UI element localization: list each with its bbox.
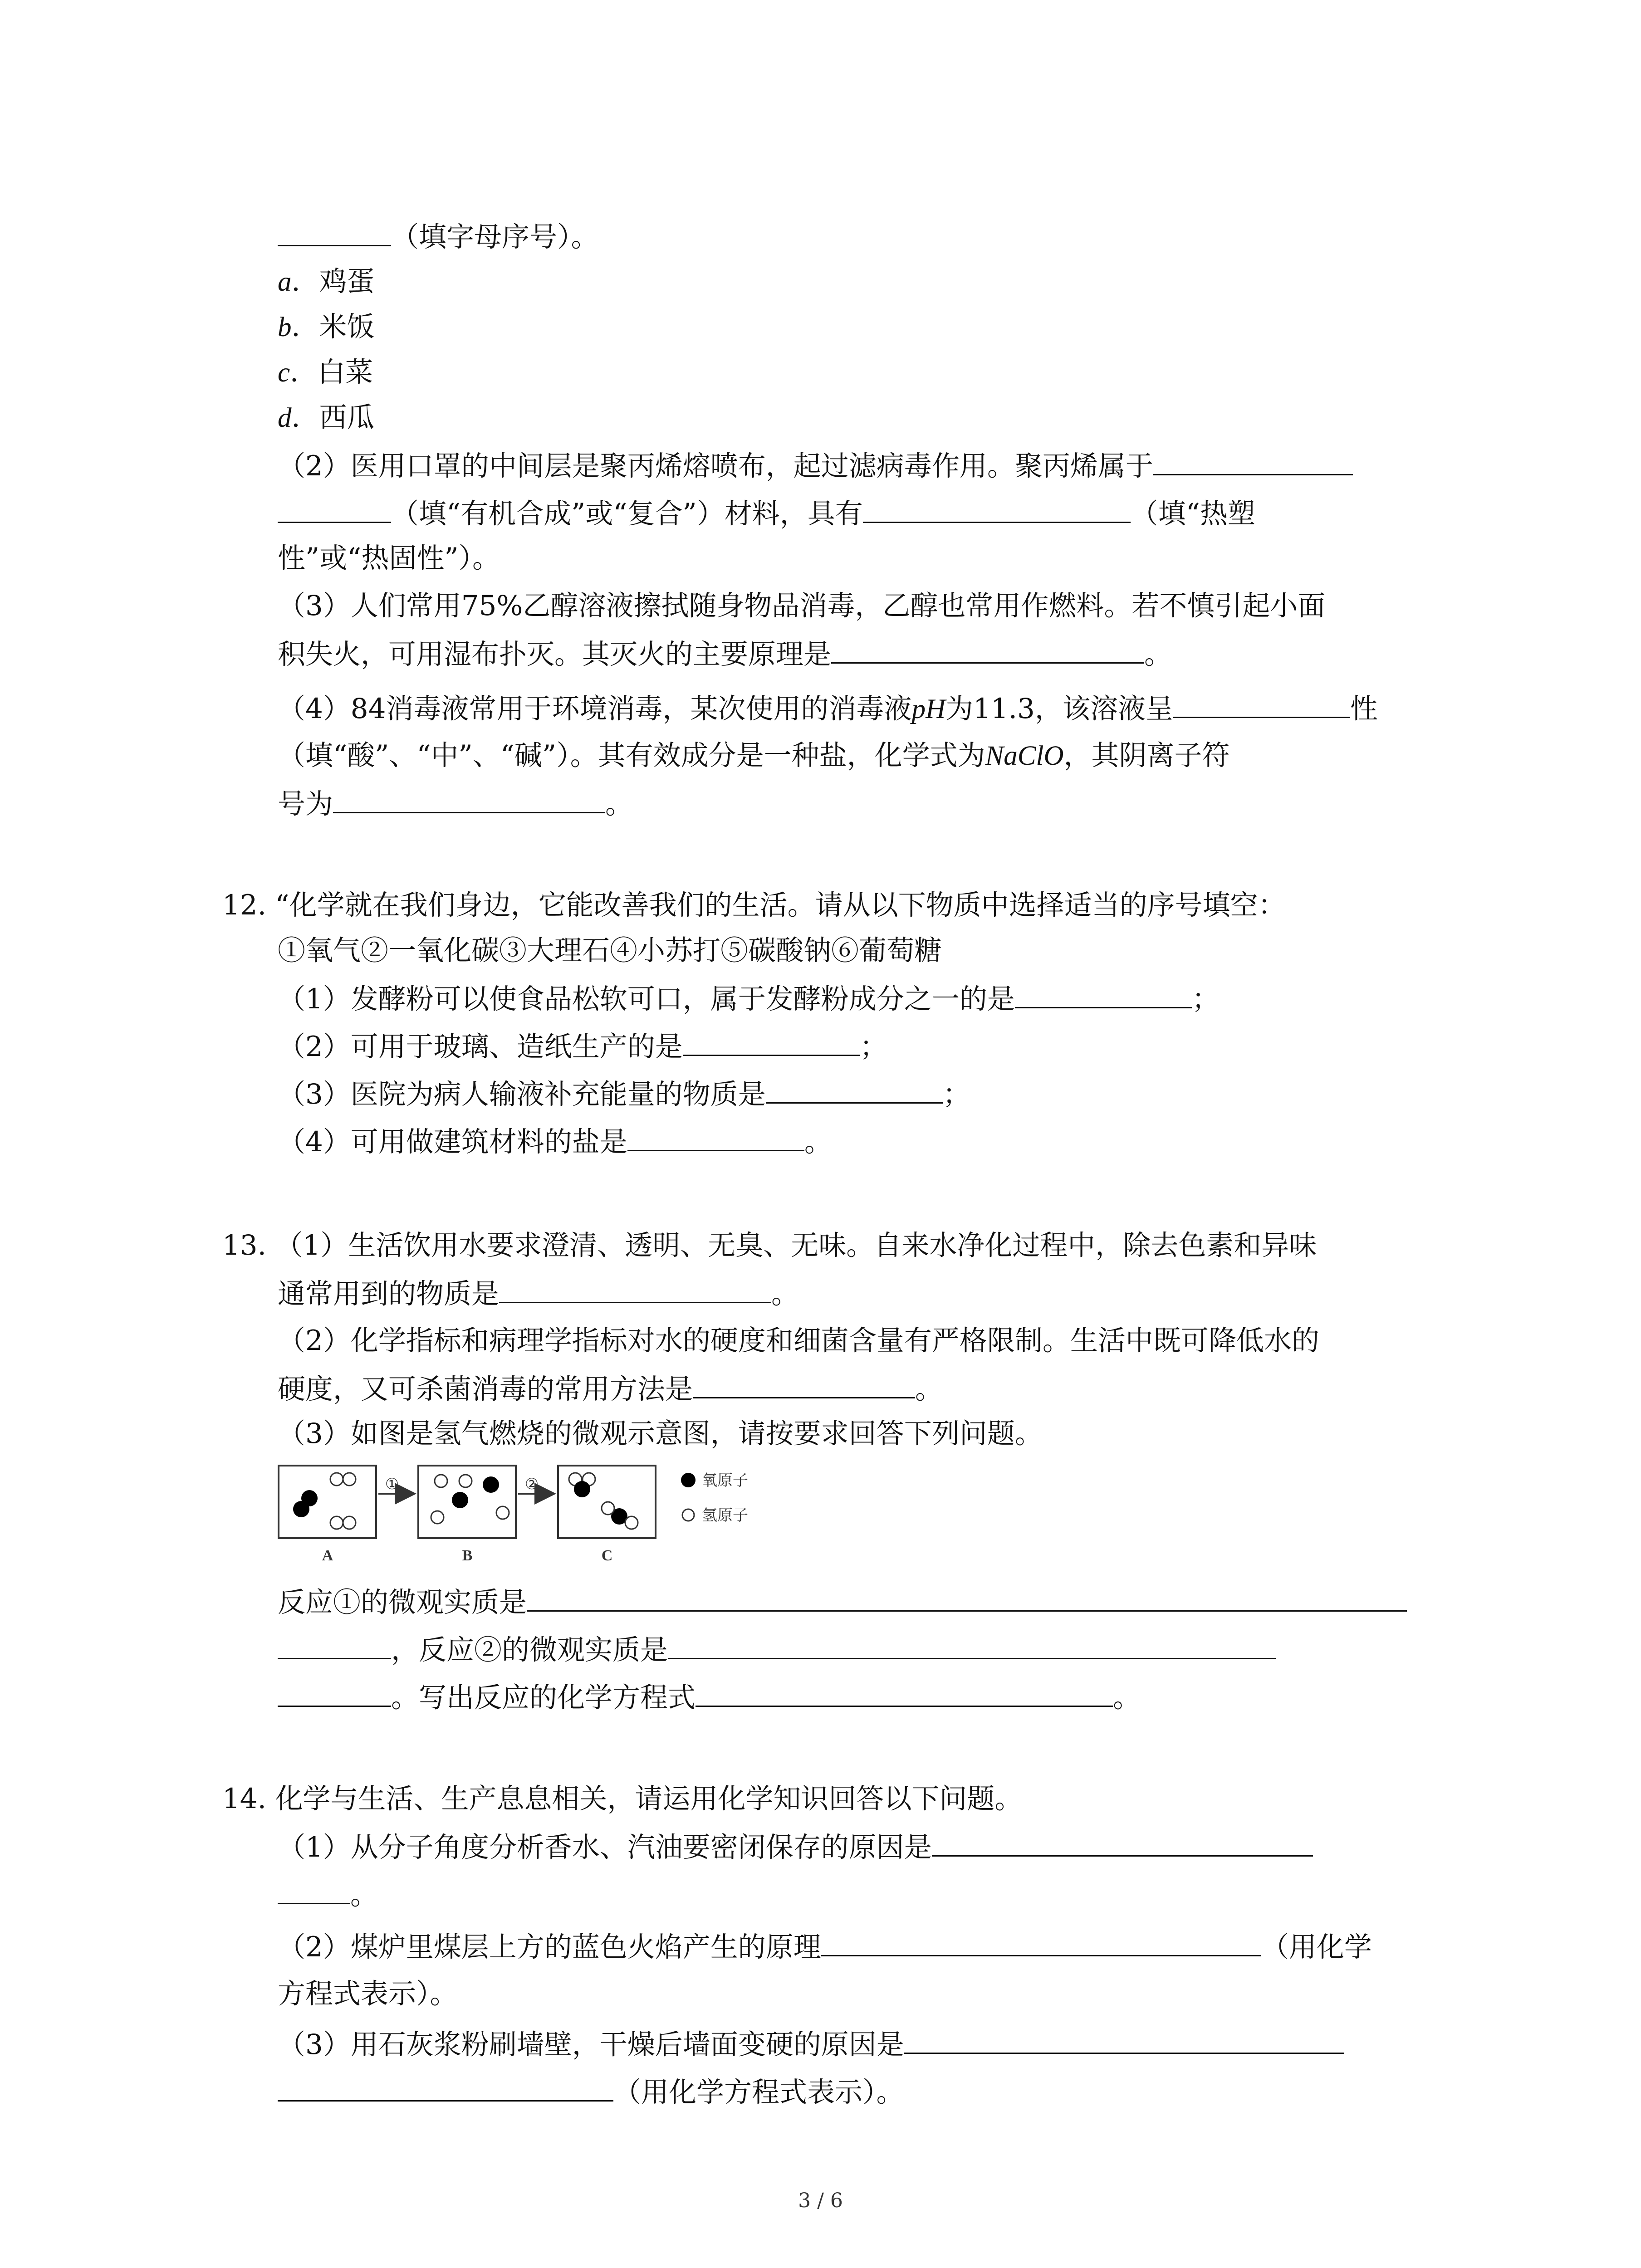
q11-p4-text: 为11.3，该溶液呈 (945, 693, 1173, 725)
hydrogen-atom (459, 1475, 472, 1487)
option-letter: a (278, 267, 292, 297)
box-a (279, 1466, 376, 1538)
oxygen-atom (574, 1481, 590, 1497)
hydrogen-atom (330, 1473, 343, 1486)
label-a: A (322, 1547, 333, 1564)
question-number: 13. (222, 1229, 267, 1261)
q11-part2-line2 (278, 499, 1255, 528)
q13-r2-text: ，反应②的微观实质是 (391, 1634, 668, 1666)
q14-stem (222, 1785, 1022, 1813)
q11-part4-line1 (278, 694, 1378, 723)
answer-blank[interactable] (278, 1880, 350, 1904)
q12-p3-text: （3）医院为病人输液补充能量的物质是 (278, 1078, 766, 1110)
q12-part2 (278, 1032, 887, 1061)
q13-p2-text: （2）化学指标和病理学指标对水的硬度和细菌含量有严格限制。生活中既可降低水的 (278, 1325, 1319, 1357)
q11-fill-suffix: （填字母序号）。 (391, 221, 599, 253)
q11-p4-end: 。 (605, 788, 633, 820)
answer-blank[interactable] (1173, 694, 1350, 718)
option-letter: d (278, 403, 292, 433)
q12-substance-list: ①氧气②一氧化碳③大理石④小苏打⑤碳酸钠⑥葡萄糖 (278, 934, 942, 967)
q11-p4-text: 性 (1350, 693, 1378, 725)
q13-r3-text: 。写出反应的化学方程式 (391, 1681, 696, 1714)
punct: ； (859, 1031, 887, 1063)
q14-stem-text: 化学与生活、生产息息相关，请运用化学知识回答以下问题。 (275, 1783, 1023, 1815)
q11-p4-text: （填“酸”、“中”、“碱”）。其有效成分是一种盐，化学式为 (278, 739, 985, 772)
answer-blank[interactable] (683, 1032, 860, 1056)
q14-p3-text: （用化学方程式表示）。 (613, 2076, 904, 2108)
hydrogen-atom (431, 1511, 444, 1524)
q14-p2-text: （2）煤炉里煤层上方的蓝色火焰产生的原理 (278, 1931, 821, 1963)
legend-hydrogen-icon (682, 1509, 694, 1521)
answer-blank[interactable] (627, 1127, 804, 1151)
answer-blank[interactable] (278, 2077, 613, 2102)
answer-blank[interactable] (499, 1279, 771, 1303)
answer-blank[interactable] (278, 1635, 391, 1659)
q13-part1-line1 (222, 1229, 1317, 1261)
arrow-1-label: ① (385, 1475, 399, 1493)
oxygen-atom (293, 1501, 309, 1517)
q11-p3-text: 积失火，可用湿布扑灭。其灭火的主要原理是 (278, 638, 832, 670)
answer-blank[interactable] (278, 1683, 391, 1707)
q14-part3-line1 (278, 2028, 1344, 2061)
q14-p1-text: （1）从分子角度分析香水、汽油要密闭保存的原因是 (278, 1831, 932, 1863)
q11-p4-text: ，其阴离子符 (1063, 739, 1230, 772)
q11-p3-text: （3）人们常用75%乙醇溶液擦拭随身物品消毒，乙醇也常用作燃料。若不慎引起小面 (278, 590, 1326, 622)
q13-part2-line2 (278, 1374, 943, 1403)
q13-p2-text: 硬度，又可杀菌消毒的常用方法是 (278, 1373, 693, 1405)
q12-part4 (278, 1127, 832, 1156)
q11-option-b (278, 313, 375, 341)
q13-part1-line2 (278, 1279, 799, 1308)
option-letter: c (278, 357, 290, 388)
q13-p1-text: 通常用到的物质是 (278, 1278, 500, 1310)
hydrogen-atom (435, 1475, 447, 1487)
q11-p3-end: 。 (1144, 638, 1172, 670)
answer-blank[interactable] (278, 222, 391, 246)
q11-part2-line1 (278, 451, 1353, 480)
answer-blank[interactable] (668, 1635, 1276, 1659)
legend-oxygen-label: 氧原子 (702, 1471, 748, 1490)
hydrogen-atom (343, 1473, 356, 1486)
q12-stem (222, 891, 1286, 919)
q13-reaction2 (278, 1635, 1276, 1664)
q12-substances (278, 934, 942, 967)
answer-blank[interactable] (831, 640, 1144, 664)
q13-reaction1 (278, 1588, 1407, 1616)
q11-fill-line (278, 222, 599, 251)
option-text: ．西瓜 (291, 401, 375, 434)
option-text: ．白菜 (290, 356, 373, 388)
q11-option-c (278, 358, 373, 386)
q12-p1-text: （1）发酵粉可以使食品松软可口，属于发酵粉成分之一的是 (278, 983, 1015, 1015)
q14-part1-cont (278, 1880, 378, 1909)
question-number: 12. (222, 889, 267, 921)
q11-part2-line3 (278, 544, 500, 572)
answer-blank[interactable] (693, 1374, 915, 1398)
answer-blank[interactable] (766, 1080, 943, 1104)
q14-p2-text: 方程式表示）。 (278, 1978, 458, 2010)
hydrogen-atom (602, 1502, 614, 1515)
legend-hydrogen-label: 氢原子 (702, 1506, 748, 1525)
q12-stem-text: “化学就在我们身边，它能改善我们的生活。请从以下物质中选择适当的序号填空： (275, 889, 1286, 921)
q13-r1-text: 反应①的微观实质是 (278, 1586, 527, 1618)
q11-part3-line1 (278, 592, 1325, 620)
q12-p4-text: （4）可用做建筑材料的盐是 (278, 1126, 627, 1158)
q11-p2-text: （填“有机合成”或“复合”）材料，具有 (391, 498, 863, 530)
question-number: 14. (222, 1783, 267, 1815)
option-text: ．米饭 (291, 311, 375, 343)
q14-part2-line1 (278, 1932, 1372, 1961)
punct: 。 (771, 1278, 799, 1310)
q14-part2-line2 (278, 1980, 458, 2008)
q13-p3-text: （3）如图是氢气燃烧的微观示意图，请按要求回答下列问题。 (278, 1418, 1043, 1450)
answer-blank[interactable] (821, 1932, 1261, 1956)
q11-part4-line3 (278, 789, 633, 818)
punct: ； (942, 1078, 970, 1110)
q11-p4-text: （4）84消毒液常用于环境消毒，某次使用的消毒液 (278, 693, 912, 725)
q11-option-a (278, 265, 375, 298)
oxygen-atom (483, 1476, 499, 1493)
answer-blank[interactable] (1015, 984, 1192, 1008)
oxygen-atom (452, 1492, 468, 1508)
q14-part1 (278, 1833, 1313, 1861)
hydrogen-atom (625, 1516, 638, 1529)
answer-blank[interactable] (696, 1683, 1113, 1707)
q12-part1 (278, 984, 1220, 1013)
punct: 。 (1113, 1681, 1141, 1714)
label-b: B (462, 1547, 473, 1564)
page-number: 3 / 6 (798, 2189, 843, 2212)
hydrogen-combustion-diagram (278, 1463, 836, 1572)
naclo-formula: NaClO (985, 741, 1064, 771)
punct: 。 (350, 1879, 378, 1911)
q11-option-d (278, 401, 375, 434)
option-text: ．鸡蛋 (291, 265, 375, 298)
arrow-2-label: ② (524, 1475, 539, 1493)
q12-part3 (278, 1080, 970, 1108)
punct: ； (1191, 983, 1220, 1015)
q11-part4-line2 (278, 739, 1230, 772)
q12-p2-text: （2）可用于玻璃、造纸生产的是 (278, 1031, 683, 1063)
q14-part3-line2 (278, 2077, 904, 2106)
hydrogen-atom (330, 1516, 343, 1529)
q11-part3-line2 (278, 640, 1172, 668)
legend-oxygen-icon (681, 1473, 696, 1487)
q11-p2-text: （2）医用口罩的中间层是聚丙烯熔喷布，起过滤病毒作用。聚丙烯属于 (278, 450, 1153, 482)
q13-equation (278, 1681, 1141, 1714)
option-letter: b (278, 312, 292, 342)
answer-blank[interactable] (278, 499, 391, 523)
answer-blank[interactable] (863, 499, 1131, 523)
label-c: C (601, 1547, 613, 1564)
q11-p4-text: 号为 (278, 788, 333, 820)
ph-symbol: pH (911, 694, 945, 724)
answer-blank[interactable] (333, 789, 605, 813)
q13-part3 (278, 1418, 1043, 1450)
hydrogen-atom (343, 1516, 356, 1529)
answer-blank[interactable] (932, 1833, 1313, 1857)
q14-p2-text: （用化学 (1261, 1931, 1372, 1963)
punct: 。 (915, 1373, 943, 1405)
answer-blank[interactable] (527, 1588, 1407, 1612)
q11-p2-text: 性”或“热固性”）。 (278, 542, 500, 574)
hydrogen-atom (496, 1506, 509, 1519)
answer-blank[interactable] (1153, 451, 1353, 475)
punct: 。 (804, 1126, 832, 1158)
q13-part2-line1 (278, 1325, 1319, 1357)
q13-p1-text: （1）生活饮用水要求澄清、透明、无臭、无味。自来水净化过程中，除去色素和异味 (275, 1229, 1317, 1261)
q11-p2-text: （填“热塑 (1130, 498, 1255, 530)
answer-blank[interactable] (904, 2030, 1344, 2054)
q14-p3-text: （3）用石灰浆粉刷墙壁，干燥后墙面变硬的原因是 (278, 2028, 904, 2061)
